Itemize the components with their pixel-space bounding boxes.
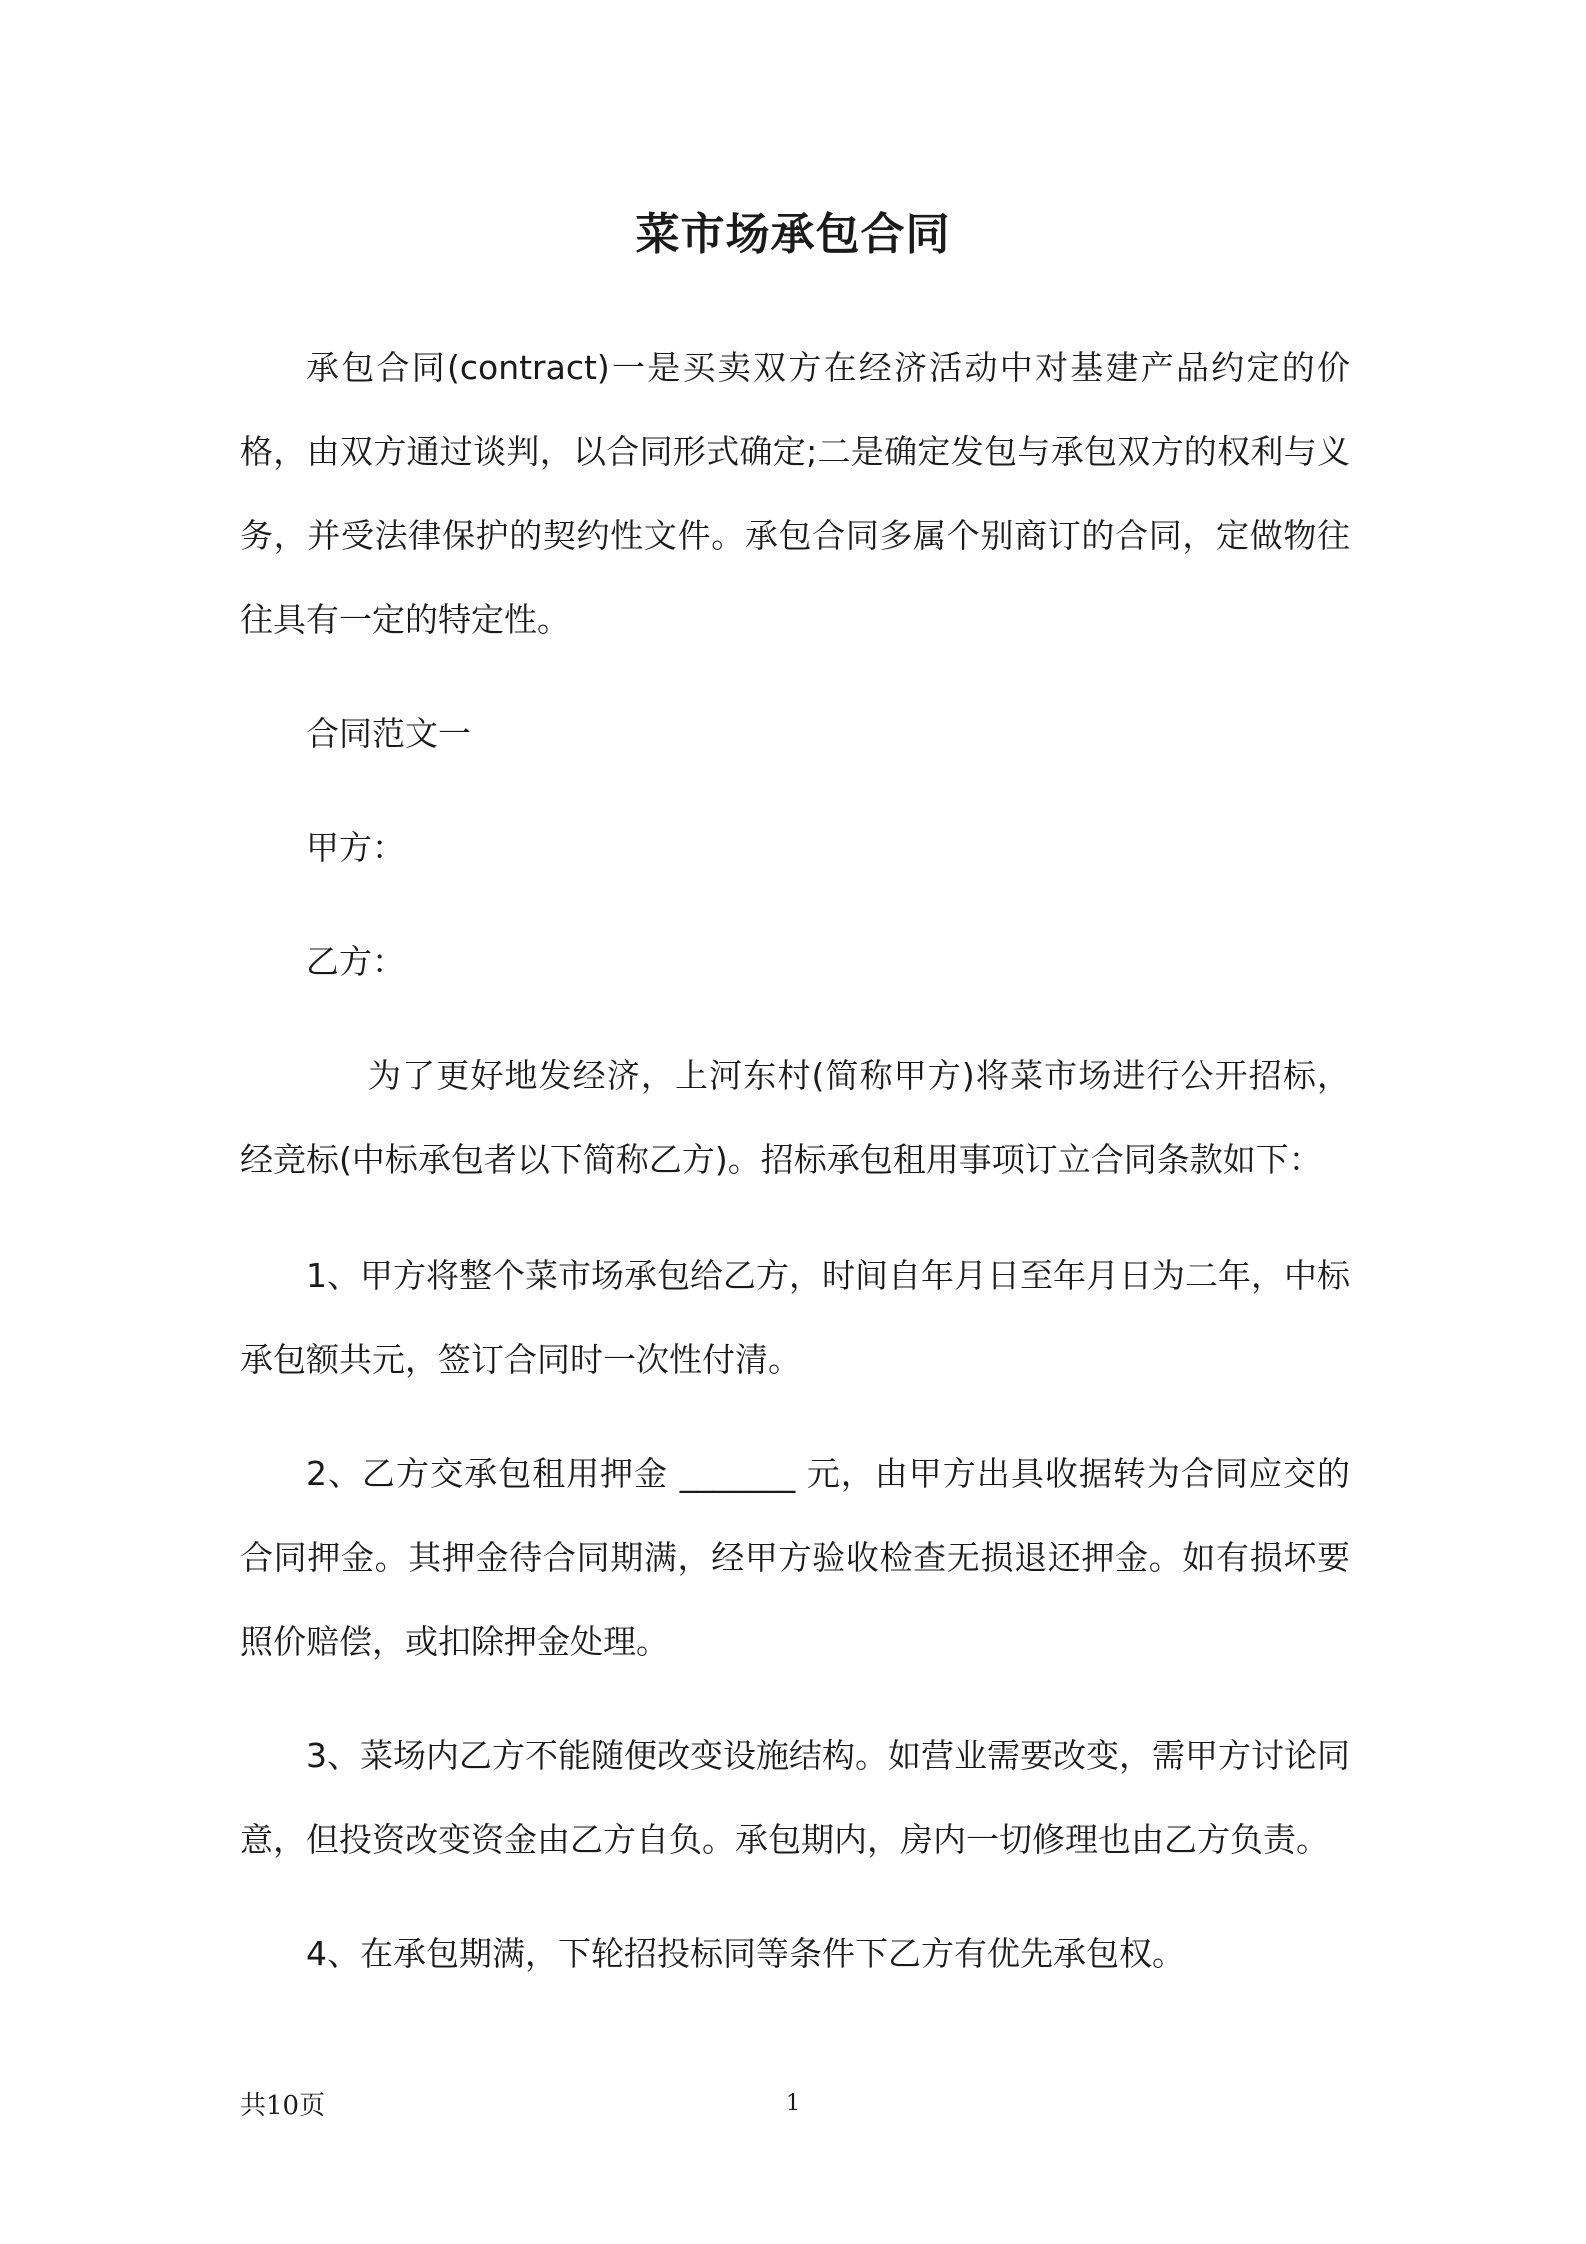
intro-paragraph: 承包合同(contract)一是买卖双方在经济活动中对基建产品约定的价格，由双方通过谈判，以合同形式确定;二是确定发包与承包双方的权利与义务，并受法律保护的契约性文件。承包合同多属个别商订的合同，定做物往往具有一定的特定性。 [240, 348, 1350, 639]
sample-heading: 合同范文一 [306, 714, 471, 753]
party-a-line: 甲方： [306, 828, 405, 867]
page-number: 1 [786, 2091, 800, 2116]
clause-3: 3、菜场内乙方不能随便改变设施结构。如营业需要改变，需甲方讨论同意，但投资改变资金由乙方自负。承包期内，房内一切修理也由乙方负责。 [240, 1736, 1350, 1859]
clause-1: 1、甲方将整个菜市场承包给乙方，时间自年月日至年月日为二年，中标承包额共元，签订合同时一次性付清。 [240, 1256, 1350, 1379]
total-pages-label: 共10页 [240, 2091, 326, 2121]
clause-4: 4、在承包期满，下轮招投标同等条件下乙方有优先承包权。 [306, 1934, 1185, 1973]
document-title: 菜市场承包合同 [635, 209, 951, 260]
party-b-line: 乙方： [306, 942, 405, 981]
clause-2: 2、乙方交承包租用押金 _______ 元，由甲方出具收据转为合同应交的合同押金。其押金待合同期满，经甲方验收检查无损退还押金。如有损坏要照价赔偿，或扣除押金处理。 [240, 1454, 1350, 1661]
preamble-paragraph: 为了更好地发经济，上河东村(简称甲方)将菜市场进行公开招标，经竞标(中标承包者以下简称乙方)。招标承包租用事项订立合同条款如下： [240, 1056, 1350, 1179]
